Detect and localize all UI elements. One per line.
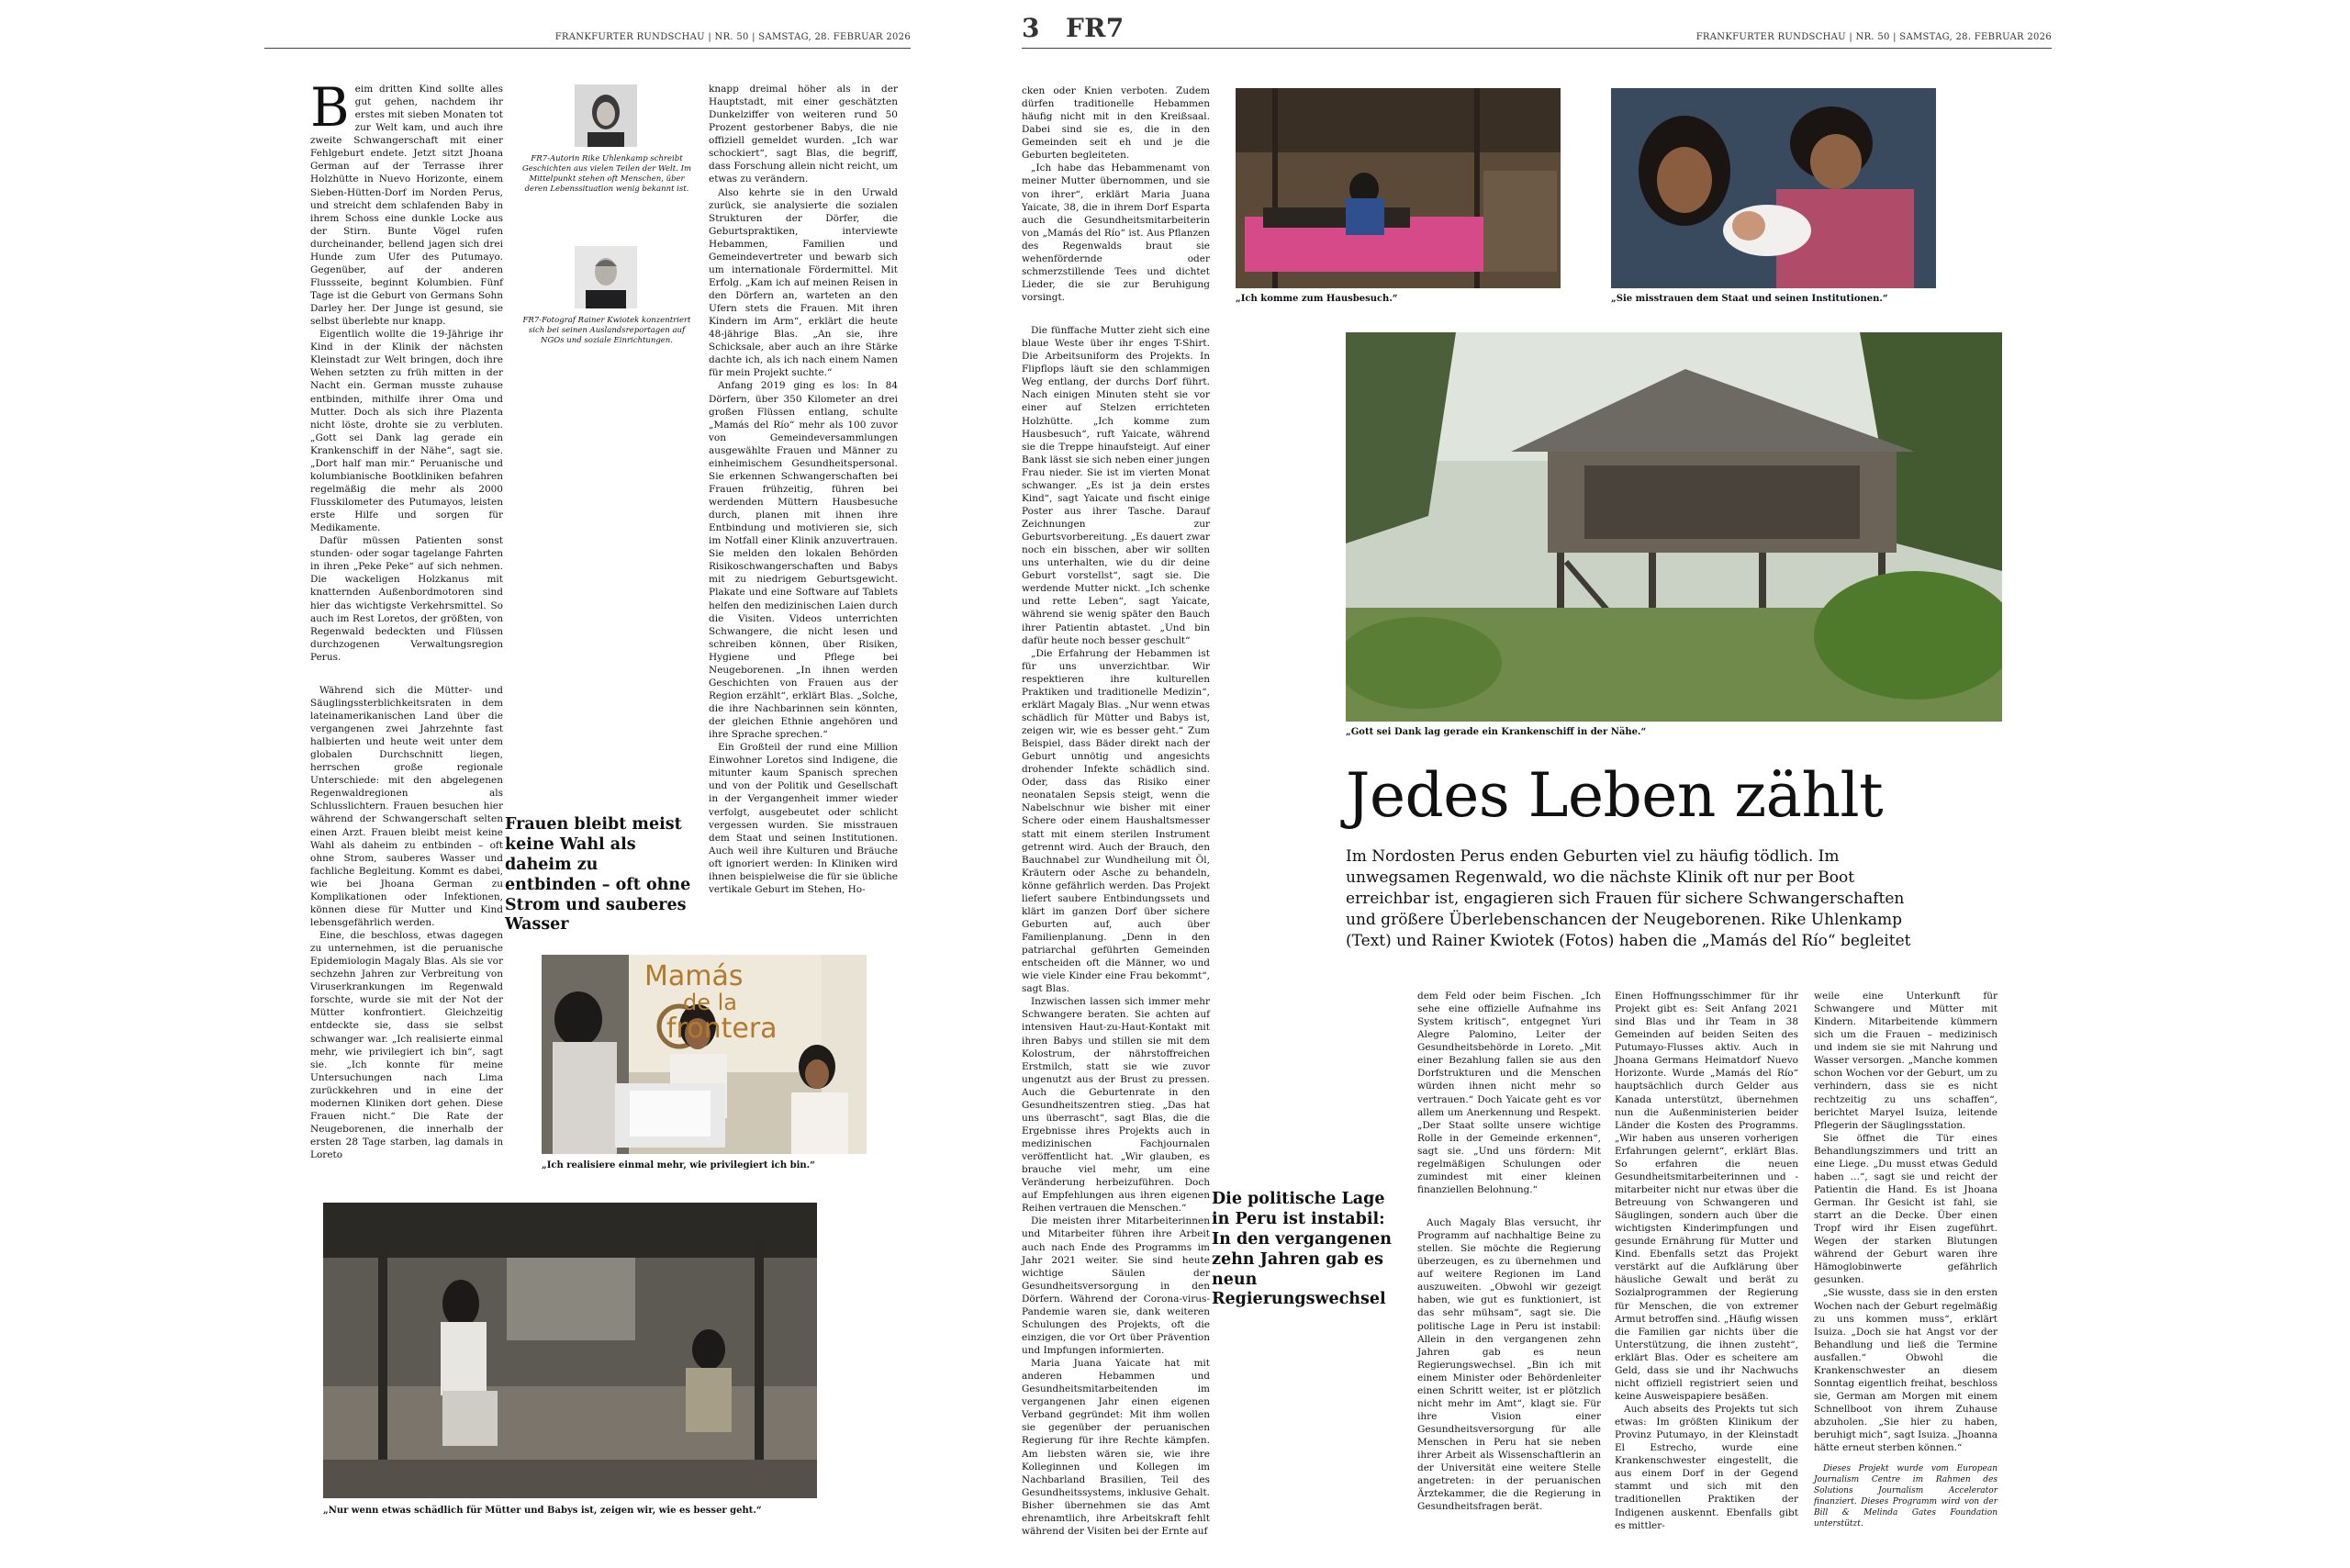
- article-paragraph: Dafür müssen Patienten sonst stunden- oder sogar tagelange Fahrten in ihren „Peke Peke“ auf sich nehmen. Die wackeligen Holzkanus mit knatternden Außenbordmotoren sind hier das wichtigste Verkehrsmittel. So auch im Rest Loretos, der größten, von Regenwald bedeckten und Flüssen durchzogenen Verwaltungsregion Perus.: [310, 535, 503, 663]
- article-paragraph: Die meisten ihrer Mitarbeiterinnen und Mitarbeiter führen ihre Arbeit auch nach Ende des Programms im Jahr 2021 weiter. Sie sind heute wichtige Säulen der Gesundheitsversorgung in den Dörfern. Während der Corona-virus-Pandemie waren sie, dank weiteren Schulungen des Projekts, oft die einzigen, die vor Ort über Prävention und Impfungen informierten.: [1022, 1215, 1210, 1356]
- article-paragraph: Maria Juana Yaicate hat mit anderen Hebammen und Gesundheitsmitarbeitenden im vergangenen Jahr einen eigenen Verband gegründet: Mit ihm wollen sie gegenüber der peruanischen Regierung für ihre Rechte kämpfen. Am liebsten wären sie, wie ihre Kolleginnen und Kollegen im Nachbarland Brasilien, Teil des Gesundheitssystems, inklusive Gehalt. Bisher übernehmen sie das Amt ehrenamtlich, ihre Arbeitskraft fehlt während der Visiten bei der Ernte auf: [1022, 1358, 1210, 1537]
- article-paragraph: dem Feld oder beim Fischen. „Ich sehe eine offizielle Aufnahme ins System kritisch“, entgegnet Yuri Alegre Palomino, Leiter der Gesundheitsbehörde in Loreto. „Mit einer Bezahlung fallen sie aus den Dorfstrukturen und die Menschen würden ihnen nicht mehr so vertrauen.“ Doch Yaicate geht es vor allem um Anerkennung und Respekt. „Der Staat sollte unsere wichtige Rolle in der Gemeinde erkennen“, sagt sie. „Und uns fördern: Mit regelmäßigen Schulungen oder zumindest mit einer kleinen finanziellen Belohnung.“: [1417, 991, 1601, 1195]
- article-paragraph: Beim dritten Kind sollte alles gut gehen, nachdem ihr erstes mit sieben Monaten tot zur Welt kam, und auch ihre zweite Schwangerschaft mit einer Fehlgeburt endete. Jetzt sitzt Jhoana German auf der Terrasse ihrer Holzhütte in Nuevo Horizonte, einem Sieben-Hütten-Dorf im Norden Perus, und streicht dem schlafenden Baby in ihrem Schoss eine dunkle Locke aus der Stirn. Bunte Vögel rufen durcheinander, bellend jagen sich drei Hunde zum Ufer des Putumayo. Gegenüber, auf der anderen Flussseite, beginnt Kolumbien. Fünf Tage ist die Geburt von Germans Sohn Darley her. Der Junge ist gesund, sie selbst überlebte nur knapp.: [310, 76, 503, 328]
- sign-line-1: Mamás: [644, 960, 744, 992]
- article-paragraph: weile eine Unterkunft für Schwangere und Mütter mit Kindern. Mitarbeitende kümmern sich um die Frauen – medizinisch und indem sie sie mit Nahrung und Wasser versorgen. „Manche kommen schon Wochen vor der Geburt, um zu verhindern, dass sie es nicht rechtzeitig zu uns schaffen“, berichtet Maryel Isuiza, leitende Pflegerin der Säuglingsstation.: [1814, 991, 1998, 1131]
- page-header: [264, 20, 911, 49]
- article-paragraph: Auch Magaly Blas versucht, ihr Programm auf nachhaltige Beine zu stellen. Sie möchte die Regierung überzeugen, es zu übernehmen und auf weitere Regionen im Land auszuweiten. „Obwohl wir gezeigt haben, wie gut es funktioniert, ist das sehr mühsam“, sagt sie. Die politische Lage in Peru ist instabil: Allein in den vergangenen zehn Jahren gab es neun Regierungswechsel. „Bin ich mit einem Minister oder Behördenleiter einen Schritt weiter, ist er plötzlich nicht mehr im Amt“, klagt sie. Für ihre Vision einer Gesundheitsversorgung für alle Menschen in Peru hat sie neben ihrer Arbeit als Wissenschaftlerin an der Universität eine weitere Stelle angetreten: in der peruanischen Ärztekammer, die die Regierung in Gesundheitsfragen berät.: [1417, 1217, 1601, 1513]
- pull-quote: Die politische Lage in Peru ist instabil: In den vergangenen zehn Jahren gab es neun Regierungswechsel: [1212, 1190, 1392, 1309]
- article-column-3: [709, 83, 898, 896]
- article-paragraph: Eigentlich wollte die 19-Jährige ihr Kind in der Klinik der nächsten Kleinstadt zur Welt bringen, doch ihre Wehen setzten zu früh mitten in der Nacht ein. German musste zuhause entbinden, mithilfe ihrer Oma und Mutter. Doch als sich ihre Plazenta nicht löste, drohte sie zu verbluten. „Gott sei Dank lag gerade ein Krankenschiff in der Nähe“, sagt sie. „Dort half man mir.“ Peruanische und kolumbianische Bootkliniken befahren regelmäßig die mehr als 2000 Flusskilometer des Putumayos, leisten erste Hilfe und sorgen für Medikamente.: [310, 329, 503, 534]
- article-paragraph: Anfang 2019 ging es los: In 84 Dörfern, über 350 Kilometer an drei großen Flüssen entlang, schulte „Mamás del Río“ mehr als 100 zuvor von Gemeindeversammlungen ausgewählte Frauen und Männer zu einheimischem Gesundheitspersonal. Sie erkennen Schwangerschaften bei Frauen frühzeitig, führen bei werdenden Müttern Hausbesuche durch, planen mit ihnen ihre Entbindung und motivieren sie, sich im Notfall einer Klinik anzuvertrauen. Sie melden den lokalen Behörden Risikoschwangerschaften und Babys mit zu niedrigem Geburtsgewicht. Plakate und eine Software auf Tablets helfen den medizinischen Laien durch die Visiten. Videos unterrichten Schwangere, die nicht lesen und schreiben können, über Risiken, Hygiene und Pflege bei Neugeborenen. „In ihnen werden Geschichten von Frauen aus der Region erzählt“, erklärt Blas. „Solche, die ihre Nachbarinnen sein könnten, der gleichen Ethnie angehören und ihre Sprache sprechen.“: [709, 380, 898, 741]
- photo-porch: [323, 1203, 817, 1498]
- photo-porch-scene-icon: [323, 1203, 817, 1498]
- photo-caption: „Ich realisiere einmal mehr, wie privilegiert ich bin.“: [542, 1160, 815, 1170]
- right-page: [971, 0, 2052, 1568]
- drop-cap: B: [310, 76, 350, 139]
- photo-mamas-frontera: [542, 955, 867, 1154]
- article-paragraph: Also kehrte sie in den Urwald zurück, sie analysierte die sozialen Strukturen der Dörfer, die Geburtspraktiken, interviewte Hebammen, Familien und Gemeindevertreter und bewarb sich um internationale Fördermittel. Mit Erfolg. „Kam ich auf meinen Reisen in den Dörfern an, warteten an den Ufern stets die Frauen. Mit ihren Kindern im Arm“, erklärt die heute 48-jährige Blas. „An sie, ihre Schicksale, aber auch an ihre Stärke dachte ich, als ich nach einem Namen für mein Projekt suchte.“: [709, 186, 898, 379]
- funding-note: Dieses Projekt wurde vom European Journalism Centre im Rahmen des Solutions Journalism Accelerator finanziert. Dieses Programm wird von der Bill & Melinda Gates Foundation unterstützt.: [1814, 1464, 1998, 1529]
- article-paragraph: Ein Großteil der rund eine Million Einwohner Loretos sind Indigene, die mitunter kaum Spanisch sprechen und von der Politik und Gesellschaft in der Vergangenheit immer wieder verfolgt, ausgebeutet oder schlicht vergessen wurden. Sie misstrauen dem Staat und seinen Institutionen. Auch weil ihre Kulturen und Bräuche oft ignoriert werden: In Kliniken wird ihnen beispielweise die für sie übliche vertikale Geburt im Stehen, Ho-: [709, 742, 898, 895]
- article-paragraph: „Sie wusste, dass sie in den ersten Wochen nach der Geburt regelmäßig zu uns kommen muss“, erklärt Isuiza. „Doch sie hat Angst vor der Behandlung und ließ die Termine ausfallen.“ Obwohl die Krankenschwester an diesem Sonntag eigentlich freihat, beschloss sie, German am Morgen mit einem Schnellboot von ihrem Zuhause abzuholen. „Sie hier zu haben, beruhigt mich“, sagt Isuiza. „Jhoanna hätte erneut sterben können.“: [1814, 1287, 1998, 1454]
- article-lead: Im Nordosten Perus enden Geburten viel zu häufig tödlich. Im unwegsamen Regenwald, wo die nächste Klinik oft nur per Boot erreichbar ist, engagieren sich Frauen für sichere Schwangerschaften und größere Überlebenschancen der Neugeborenen. Rike Uhlenkamp (Text) und Rainer Kwiotek (Fotos) haben die „Mamás del Río“ begleitet: [1346, 847, 1911, 950]
- article-paragraph: Die fünffache Mutter zieht sich eine blaue Weste über ihr enges T-Shirt. Die Arbeitsuniform des Projekts. In Flipflops läuft sie den schlammigen Weg entlang, der durchs Dorf führt. Nach einigen Minuten steht sie vor einer auf Stelzen errichteten Holzhütte. „Ich komme zum Hausbesuch“, ruft Yaicate, während sie die Treppe hinaufsteigt. Auf einer Bank lässt sie sich neben einer jungen Frau nieder. Sie ist im vierten Monat schwanger. „Es ist ja dein erstes Kind“, sagt Yaicate und fischt einige Poster aus ihrer Tasche. Darauf Zeichnungen zur Geburtsvorbereitung. „Es dauert zwar noch ein bisschen, aber wir sollten uns unterhalten, wie du dir deine Geburt vorstellst“, sagt sie. Die werdende Mutter nickt. „Ich schenke und rette Leben“, sagt Yaicate, während sie wenig später den Bauch ihrer Patientin abtastet. „Und bin dafür heute noch besser geschult“: [1022, 325, 1210, 646]
- section-name: FR7: [1066, 13, 1125, 43]
- article-paragraph: Sie öffnet die Tür eines Behandlungszimmers und tritt an eine Liege. „Du musst etwas Geduld haben …“, sagt sie und reicht der Patientin die Hand. Es ist Jhoana German. Ihr Gesicht ist fahl, sie starrt an die Decke. Über einen Tropf wird ihr Eisen zugeführt. Wegen der starken Blutungen während der Geburt waren ihre Hämoglobinwerte gefährlich gesunken.: [1814, 1132, 1998, 1286]
- article-paragraph: „Die Erfahrung der Hebammen ist für uns unverzichtbar. Wir respektieren ihre kulturellen Praktiken und traditionelle Medizin“, erklärt Magaly Blas. „Nur wenn etwas schädlich für Mütter und Babys ist, zeigen wir, wie es besser geht.“ Zum Beispiel, dass Bäder direkt nach der Geburt unnötig und angesichts drohender Infekte schädlich sind. Oder, dass das Risiko einer neonatalen Sepsis steigt, wenn die Nabelschnur wie bisher mit einer Schere oder einem Haushaltsmesser statt mit einem sterilen Instrument getrennt wird. Auch der Brauch, den Bauchnabel zur Wundheilung mit Öl, Kräutern oder Asche zu behandeln, könne gefährlich werden. Das Projekt liefert saubere Entbindungssets und klärt im ganzen Dorf über sichere Geburten auf, auch über Familienplanung. „Denn in den patriarchal geführten Gemeinden entscheiden oft die Männer, wo und wie viele Kinder eine Frau bekommt“, sagt Blas.: [1022, 647, 1210, 995]
- photo-hausbesuch: [1236, 88, 1561, 288]
- sign-line-2: de la: [683, 989, 738, 1015]
- photographer-photo: [575, 246, 637, 308]
- article-column-c: [1615, 990, 1798, 1532]
- header-text: FRANKFURTER RUNDSCHAU | NR. 50 | SAMSTAG, 28. FEBRUAR 2026: [554, 32, 911, 42]
- author-portrait-icon: [575, 84, 637, 147]
- article-column-a: [1022, 84, 1210, 1538]
- article-paragraph: Inzwischen lassen sich immer mehr Schwangere beraten. Sie achten auf intensiven Haut-zu-Haut-Kontakt mit ihren Babys und stillen sie mit dem Kolostrum, der nährstoffreichen Erstmilch, statt sie wie zuvor ungenutzt aus der Brust zu pressen. Auch die Geburtenrate in den Gesundheitszentren stieg. „Das hat uns überrascht“, sagt Blas, die die Ergebnisse ihres Projekts auch in medizinischen Fachjournalen veröffentlicht hat. „Wir glauben, es brauche viel mehr, um eine Veränderung herbeizuführen. Doch auf Empfehlungen aus ihren eigenen Reihen vertrauen die Menschen.“: [1022, 996, 1210, 1215]
- sign-text: [644, 962, 778, 1043]
- photo-caption: „Nur wenn etwas schädlich für Mütter und Babys ist, zeigen wir, wie es besser geht.“: [323, 1506, 762, 1516]
- left-page: [264, 0, 971, 1568]
- photo-caption: „Sie misstrauen dem Staat und seinen Institutionen.“: [1611, 294, 1888, 304]
- page-header: [1022, 13, 2052, 49]
- article-column-b: [1417, 990, 1601, 1513]
- photographer-note: FR7-Fotograf Rainer Kwiotek konzentriert sich bei seinen Auslandsreportagen auf NGOs und soziale Einrichtungen.: [522, 316, 691, 346]
- pull-quote: Frauen bleibt meist keine Wahl als daheim zu entbinden – oft ohne Strom und sauberes Wasser: [505, 815, 691, 935]
- header-text: FRANKFURTER RUNDSCHAU | NR. 50 | SAMSTAG, 28. FEBRUAR 2026: [1695, 32, 2052, 42]
- article-paragraph: knapp dreimal höher als in der Hauptstadt, mit einer geschätzten Dunkelziffer von weiteren rund 50 Prozent gestorbener Babys, die nie offiziell gemeldet wurden. „Ich war schockiert“, sagt Blas, die begriff, dass Forschung allein nicht reicht, um etwas zu verändern.: [709, 84, 898, 185]
- article-paragraph: Eine, die beschloss, etwas dagegen zu unternehmen, ist die peruanische Epidemiologin Magaly Blas. Als sie vor sechzehn Jahren zur Verbreitung von Viruserkrankungen im Regenwald forschte, wurde sie mit der Not der Mütter konfrontiert. Gleichzeitig entdeckte sie, dass sie selbst schwanger war. „Ich realisierte einmal mehr, wie privilegiert ich bin“, sagt sie. „Ich konnte für meine Untersuchungen nach Lima zurückkehren und in eine der modernen Kliniken dort gehen. Diese Frauen nicht.“ Die Rate der Neugeborenen, die innerhalb der ersten 28 Tage starben, lag damals in Loreto: [310, 930, 503, 1161]
- article-column-d: [1814, 990, 1998, 1530]
- photographer-portrait-icon: [575, 246, 637, 308]
- photo-caption: „Gott sei Dank lag gerade ein Krankenschiff in der Nähe.“: [1346, 727, 1647, 737]
- article-paragraph: Auch abseits des Projekts tut sich etwas: Im größten Klinikum der Provinz Putumayo, in der Kleinstadt El Estrecho, wurde eine Krankenschwester eingestellt, die aus einem Dorf in der Gegend stammt und sich mit den traditionellen Praktiken der Indigenen auskennt. Ebenfalls gibt es mittler-: [1615, 1404, 1798, 1531]
- article-paragraph: Während sich die Mütter- und Säuglingssterblichkeitsraten in dem lateinamerikanischen Land über die vergangenen zwei Jahrzehnte fast halbierten und heute weit unter dem globalen Durchschnitt liegen, herrschen große regionale Unterschiede: mit den abgelegenen Regenwaldregionen als Schlusslichtern. Frauen besuchen hier während der Schwangerschaft selten einen Arzt. Frauen bleibt meist keine Wahl als daheim zu entbinden – oft ohne Strom, sauberes Wasser und fachliche Begleitung. Kommt es dabei, wie bei Jhoana German zu Komplikationen oder Infektionen, können diese für Mutter und Kind lebensgefährlich werden.: [310, 684, 503, 928]
- photo-interior-scene-icon: [1236, 88, 1561, 288]
- article-paragraph: cken oder Knien verboten. Zudem dürfen traditionelle Hebammen häufig nicht mit in den Kreißsaal. Dabei sind sie es, die in den Gemeinden seit eh und je die Geburten begleiteten.: [1022, 85, 1210, 162]
- photo-stilt-house-scene-icon: [1346, 332, 2002, 722]
- sign-line-3: frontera: [666, 1012, 778, 1045]
- article-headline: Jedes Leben zählt: [1346, 760, 1884, 831]
- photo-caption: „Ich komme zum Hausbesuch.“: [1236, 294, 1398, 304]
- author-note: FR7-Autorin Rike Uhlenkamp schreibt Geschichten aus vielen Teilen der Welt. Im Mittelpunkt stehen oft Menschen, über deren Lebenssituation wenig bekannt ist.: [521, 154, 692, 195]
- page-number: 3: [1022, 13, 1040, 43]
- article-paragraph: Einen Hoffnungsschimmer für ihr Projekt gibt es: Seit Anfang 2021 sind Blas und ihr Team in 38 Gemeinden auf beiden Seiten des Putumayo-Flusses aktiv. Auch in Jhoana Germans Heimatdorf Nuevo Horizonte. Wurde „Mamás del Río“ hauptsächlich durch Gelder aus Kanada unterstützt, übernehmen nun die Außenministerien beider Länder die Kosten des Programms. „Wir haben aus unseren vorherigen Erfahrungen gelernt“, erklärt Blas. So erfahren die neuen Gesundheitsmitarbeiterinnen und -mitarbeiter nicht nur etwas über die Betreuung von Schwangeren und Säuglingen, sondern auch über die wichtigsten Kinderimpfungen und gesunde Ernährung für Mutter und Kind. Ebenfalls setzt das Projekt verstärkt auf die Aufklärung über häusliche Gewalt und berät zu Sozialprogrammen der Regierung für Menschen, die von extremer Armut betroffen sind. „Häufig wissen die Familien gar nichts über die Unterstützung, die ihnen zusteht“, erklärt Blas. Oder es scheitere am Geld, dass sie und ihr Nachwuchs nicht offiziell registriert seien und keine Ausweispapiere besäßen.: [1615, 991, 1798, 1402]
- article-column-1: [310, 76, 503, 1161]
- photo-mother-baby: [1611, 88, 1936, 288]
- photo-mother-baby-scene-icon: [1611, 88, 1936, 288]
- article-paragraph: „Ich habe das Hebammenamt von meiner Mutter übernommen, und sie von ihrer“, erklärt Maria Juana Yaicate, 38, die in ihrem Dorf Esparta auch die Gesundheitsmitarbeiterin von „Mamás del Río“ ist. Aus Pflanzen des Regenwalds braut sie wehenfördernde oder schmerzstillende Tees und dichtet Lieder, die sie zur Beruhigung vorsingt.: [1022, 162, 1210, 303]
- author-photo: [575, 84, 637, 147]
- photo-stilt-house: [1346, 332, 2002, 722]
